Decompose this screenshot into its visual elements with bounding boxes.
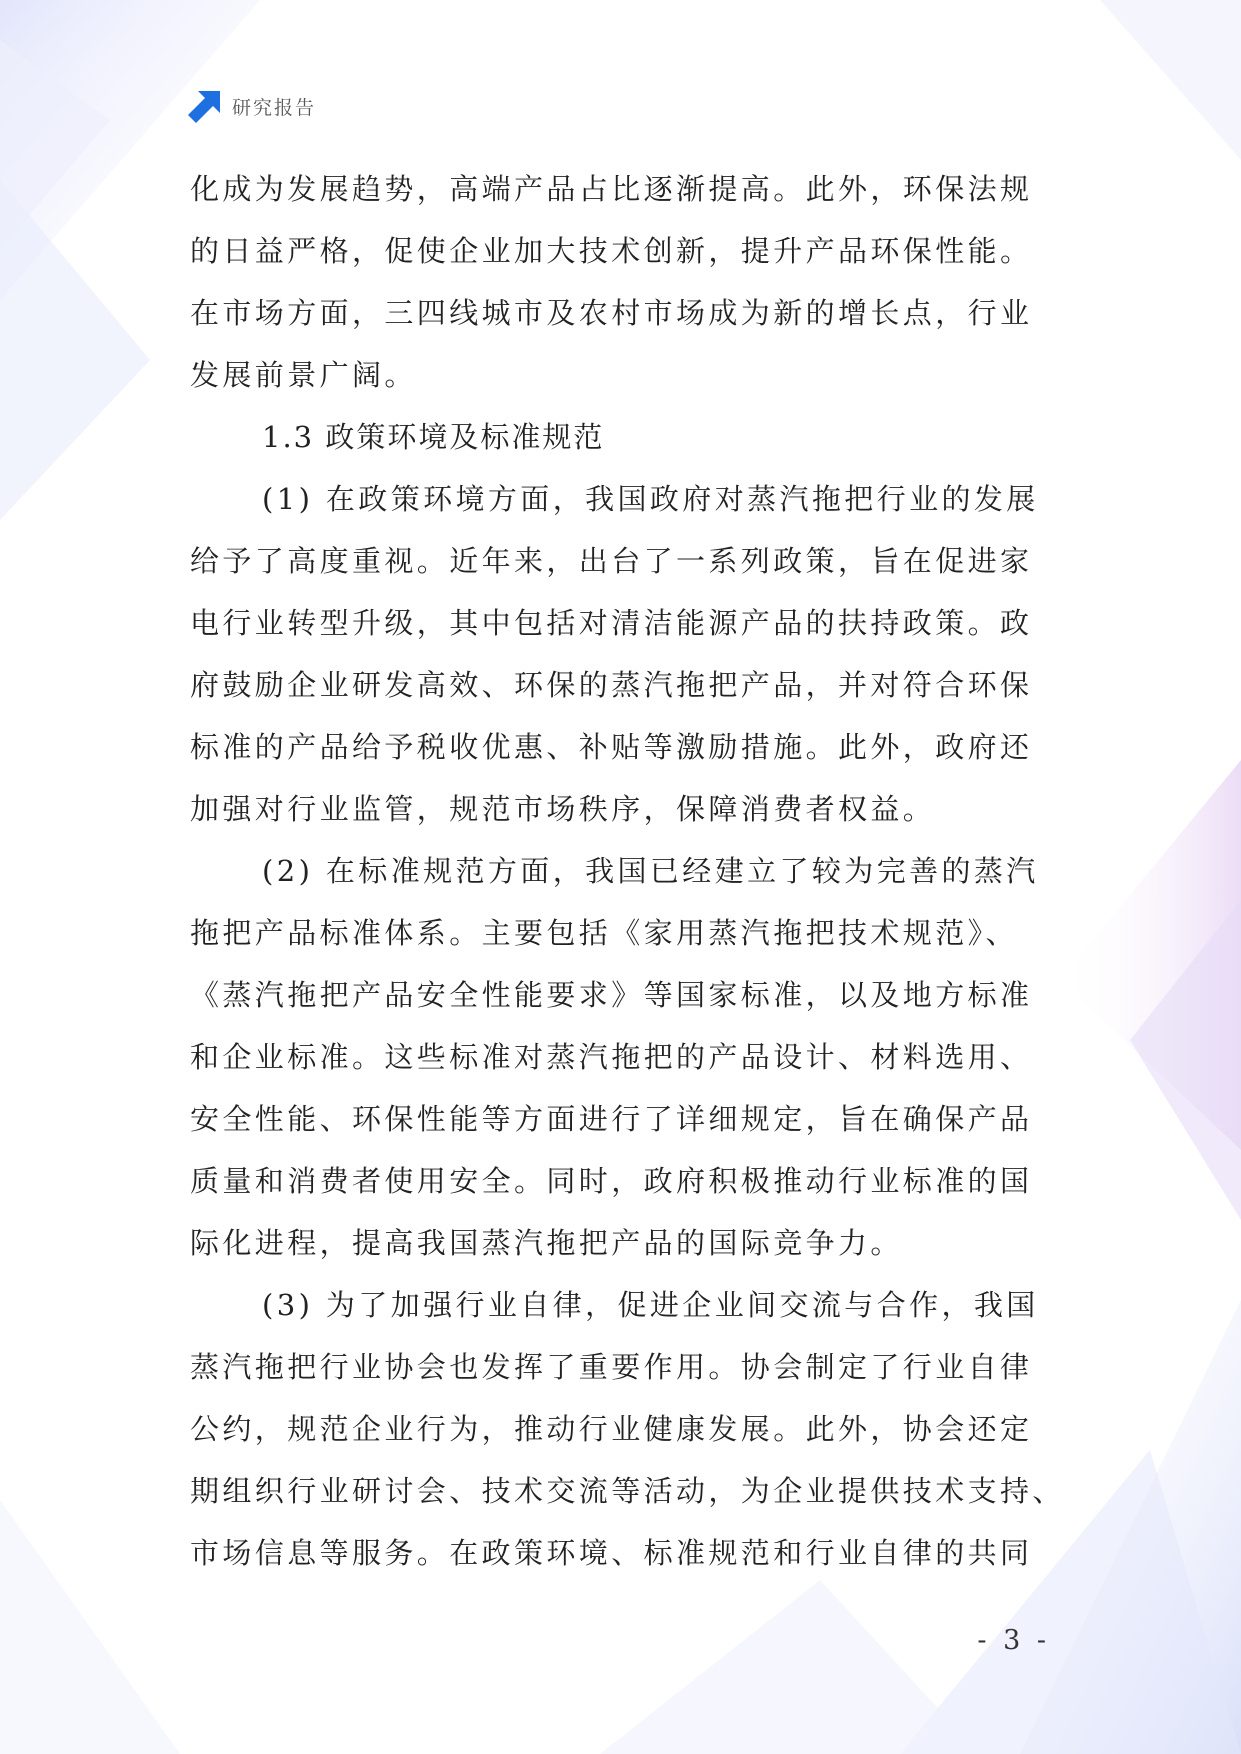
section-heading: 1.3 政策环境及标准规范 (262, 420, 605, 454)
paragraph-line: 电行业转型升级，其中包括对清洁能源产品的扶持政策。政 (190, 606, 1033, 640)
paragraph-line: (2) 在标准规范方面，我国已经建立了较为完善的蒸汽 (262, 854, 1039, 888)
paragraph-line: 化成为发展趋势，高端产品占比逐渐提高。此外，环保法规 (190, 172, 1033, 206)
paragraph-line: 蒸汽拖把行业协会也发挥了重要作用。协会制定了行业自律 (190, 1350, 1033, 1384)
paragraph-line: 拖把产品标准体系。主要包括《家用蒸汽拖把技术规范》、 (190, 916, 1018, 950)
paragraph-line: 标准的产品给予税收优惠、补贴等激励措施。此外，政府还 (190, 730, 1033, 764)
paragraph-line: 期组织行业研讨会、技术交流等活动，为企业提供技术支持、 (190, 1474, 1065, 1508)
paragraph-line: 质量和消费者使用安全。同时，政府积极推动行业标准的国 (190, 1164, 1033, 1198)
paragraph-line: 安全性能、环保性能等方面进行了详细规定，旨在确保产品 (190, 1102, 1033, 1136)
header (188, 88, 316, 124)
paragraph-line: 的日益严格，促使企业加大技术创新，提升产品环保性能。 (190, 234, 1033, 268)
paragraph-line: (1) 在政策环境方面，我国政府对蒸汽拖把行业的发展 (262, 482, 1039, 516)
paragraph-line: 府鼓励企业研发高效、环保的蒸汽拖把产品，并对符合环保 (190, 668, 1033, 702)
arrow-up-right-icon (188, 89, 222, 123)
paragraph-line: (3) 为了加强行业自律，促进企业间交流与合作，我国 (262, 1288, 1039, 1322)
header-title: 研究报告 (232, 96, 317, 119)
paragraph-line: 际化进程，提高我国蒸汽拖把产品的国际竞争力。 (190, 1226, 903, 1260)
paragraph-line: 公约，规范企业行为，推动行业健康发展。此外，协会还定 (190, 1412, 1033, 1446)
page-number: - 3 - (977, 1625, 1050, 1656)
paragraph-line: 在市场方面，三四线城市及农村市场成为新的增长点，行业 (190, 296, 1033, 330)
paragraph-line: 《蒸汽拖把产品安全性能要求》等国家标准，以及地方标准 (190, 978, 1033, 1012)
paragraph-line: 加强对行业监管，规范市场秩序，保障消费者权益。 (190, 792, 936, 826)
paragraph-line: 和企业标准。这些标准对蒸汽拖把的产品设计、材料选用、 (190, 1040, 1033, 1074)
paragraph-line: 发展前景广阔。 (190, 358, 417, 392)
document-body (190, 158, 1068, 1584)
paragraph-line: 给予了高度重视。近年来，出台了一系列政策，旨在促进家 (190, 544, 1033, 578)
paragraph-line: 市场信息等服务。在政策环境、标准规范和行业自律的共同 (190, 1536, 1033, 1570)
